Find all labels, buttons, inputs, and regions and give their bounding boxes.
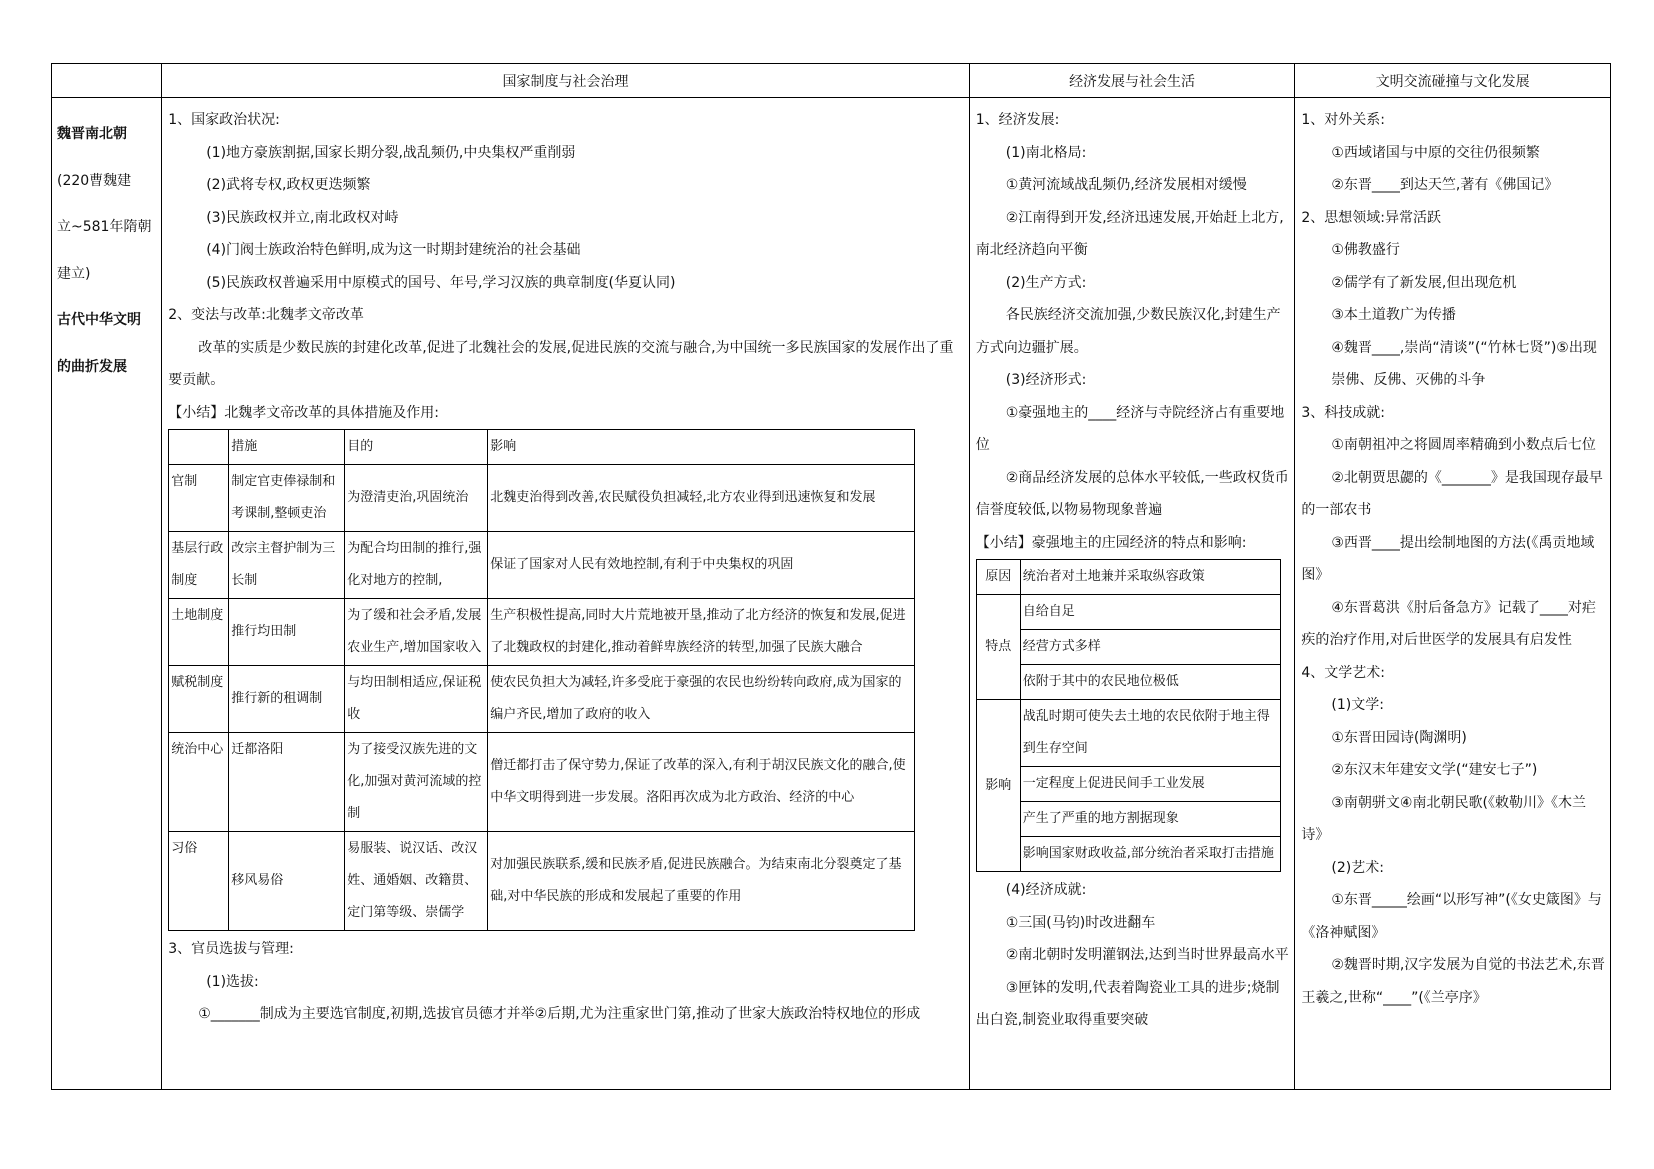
table-cell: 保证了国家对人民有效地控制,有利于中央集权的巩固: [488, 532, 915, 599]
list-item: (1)地方豪族割据,国家长期分裂,战乱频仍,中央集权严重削弱: [206, 144, 576, 161]
manor-table: [976, 559, 1281, 872]
table-cell: 战乱时期可使失去土地的农民依附于地主得到生存空间: [1020, 700, 1280, 767]
header-economy: 经济发展与社会生活: [969, 64, 1295, 98]
paragraph: ①南朝祖冲之将圆周率精确到小数点后七位: [1331, 437, 1596, 453]
table-row: [976, 837, 1280, 872]
table-row: [169, 832, 915, 931]
table-cell: 僧迁都打击了保守势力,保证了改革的深入,有利于胡汉民族文化的融合,使中华文明得到进一步发展。洛阳再次成为北方政治、经济的中心: [488, 733, 915, 832]
paragraph: ①东晋田园诗(陶渊明): [1331, 729, 1467, 746]
paragraph: ③匣钵的发明,代表着陶瓷业工具的进步;烧制出白瓷,制瓷业取得重要突破: [975, 979, 1280, 1028]
history-outline-table: [51, 63, 1611, 1090]
list-item: (3)民族政权并立,南北政权对峙: [206, 209, 399, 226]
paragraph: ①豪强地主的____经济与寺院经济占有重要地位: [975, 404, 1285, 453]
paragraph: ②江南得到开发,经济迅速发展,开始赶上北方,南北经济趋向平衡: [975, 209, 1284, 258]
section-title: 4、文学艺术:: [1301, 664, 1385, 681]
paragraph: ④魏晋____,崇尚“清谈”(“竹林七贤”)⑤出现崇佛、反佛、灭佛的斗争: [1331, 339, 1597, 388]
section-title: 2、思想领域:异常活跃: [1301, 209, 1441, 226]
table-row: [976, 560, 1280, 595]
list-item: (5)民族政权普遍采用中原模式的国号、年号,学习汉族的典章制度(华夏认同): [206, 274, 676, 291]
paragraph: ①西域诸国与中原的交往仍很频繁: [1331, 144, 1540, 161]
table-cell: 对加强民族联系,缓和民族矛盾,促进民族融合。为结束南北分裂奠定了基础,对中华民族的形成和发展起了重要的作用: [488, 832, 915, 931]
section-title: 3、科技成就:: [1301, 404, 1385, 421]
header-culture: 文明交流碰撞与文化发展: [1295, 64, 1611, 98]
table-cell: 使农民负担大为减轻,许多受庇于豪强的农民也纷纷转向政府,成为国家的编户齐民,增加了政府的收入: [488, 666, 915, 733]
era-cell: [52, 98, 162, 1090]
table-cell: 原因: [976, 560, 1020, 595]
table-cell: 土地制度: [169, 599, 229, 666]
table-cell: 产生了严重的地方割据现象: [1020, 802, 1280, 837]
table-row: [169, 465, 915, 532]
era-line: 建立): [57, 265, 91, 282]
list-item: (2)武将专权,政权更迭频繁: [206, 177, 371, 193]
table-cell: 改宗主督护制为三长制: [229, 532, 345, 599]
table-row: [976, 630, 1280, 665]
section-title: 1、经济发展:: [975, 112, 1060, 128]
paragraph: ④东晋葛洪《肘后备急方》记载了____对疟疾的治疗作用,对后世医学的发展具有启发性: [1301, 599, 1596, 648]
header-politics: 国家制度与社会治理: [162, 64, 970, 98]
table-cell: 为了缓和社会矛盾,发展农业生产,增加国家收入: [345, 599, 488, 666]
header-row: [52, 64, 1611, 98]
table-row: [169, 430, 915, 465]
subsection-title: (1)文学:: [1331, 697, 1384, 713]
era-line: 魏晋南北朝: [57, 126, 127, 142]
paragraph: ③本土道教广为传播: [1331, 307, 1456, 323]
table-cell: 迁都洛阳: [229, 733, 345, 832]
paragraph: ①佛教盛行: [1331, 242, 1400, 258]
paragraph: ②魏晋时期,汉字发展为自觉的书法艺术,东晋王羲之,世称“____”(《兰亭序》: [1301, 957, 1605, 1006]
table-header-cell: 措施: [229, 430, 345, 465]
era-line: 的曲折发展: [57, 358, 127, 375]
table-cell: 自给自足: [1020, 595, 1280, 630]
table-cell: 为了接受汉族先进的文化,加强对黄河流域的控制: [345, 733, 488, 832]
content-row: [52, 98, 1611, 1090]
subsection-title: (1)选拔:: [206, 973, 259, 990]
list-item: (4)门阀士族政治特色鲜明,成为这一时期封建统治的社会基础: [206, 242, 581, 258]
culture-cell: [1295, 98, 1611, 1090]
table-cell: 依附于其中的农民地位极低: [1020, 665, 1280, 700]
subsection-title: (4)经济成就:: [1005, 882, 1087, 898]
table-header-cell: 影响: [488, 430, 915, 465]
paragraph: ①_______制成为主要选官制度,初期,选拔官员德才并举②后期,尤为注重家世门第,推动了世家大族政治特权地位的形成: [198, 1006, 921, 1022]
paragraph: ①东晋_____绘画“以形写神”(《女史箴图》与《洛神赋图》: [1301, 892, 1602, 941]
table-header-cell: [169, 430, 229, 465]
table-row: [976, 802, 1280, 837]
paragraph: ②儒学有了新发展,但出现危机: [1331, 274, 1517, 291]
table-cell: 制定官吏俸禄制和考课制,整顿吏治: [229, 465, 345, 532]
table-cell: 影响: [976, 700, 1020, 872]
table-cell: 经营方式多样: [1020, 630, 1280, 665]
paragraph: 各民族经济交流加强,少数民族汉化,封建生产方式向边疆扩展。: [975, 307, 1281, 356]
table-row: [169, 733, 915, 832]
section-title: 3、官员选拔与管理:: [168, 941, 294, 957]
paragraph: ①三国(马钧)时改进翻车: [1005, 914, 1156, 931]
paragraph: 改革的实质是少数民族的封建化改革,促进了北魏社会的发展,促进民族的交流与融合,为中国统一多民族国家的发展作出了重要贡献。: [168, 339, 954, 388]
table-cell: 易服装、说汉话、改汉姓、通婚姻、改籍贯、定门第等级、崇儒学: [345, 832, 488, 931]
economy-cell: [969, 98, 1295, 1090]
subsection-title: (2)艺术:: [1331, 859, 1384, 876]
section-title: 1、对外关系:: [1301, 112, 1385, 128]
subsection-title: (2)生产方式:: [1005, 274, 1087, 291]
reform-table: [168, 429, 915, 931]
table-row: [976, 665, 1280, 700]
paragraph: ②东汉末年建安文学(“建安七子”): [1331, 762, 1538, 778]
table-cell: 为澄清吏治,巩固统治: [345, 465, 488, 532]
table-cell: 影响国家财政收益,部分统治者采取打击措施: [1020, 837, 1280, 872]
table-cell: 习俗: [169, 832, 229, 931]
table-cell: 官制: [169, 465, 229, 532]
era-line: 立~581年隋朝: [57, 219, 152, 235]
summary-title: 【小结】豪强地主的庄园经济的特点和影响:: [975, 534, 1247, 551]
summary-title: 【小结】北魏孝文帝改革的具体措施及作用:: [168, 404, 439, 421]
table-cell: 与均田制相适应,保证税收: [345, 666, 488, 733]
table-row: [976, 767, 1280, 802]
section-title: 1、国家政治状况:: [168, 112, 280, 128]
paragraph: ②南北朝时发明灌钢法,达到当时世界最高水平: [1005, 947, 1289, 963]
subsection-title: (3)经济形式:: [1005, 372, 1087, 388]
table-cell: 统治中心: [169, 733, 229, 832]
table-row: [169, 599, 915, 666]
table-cell: 赋税制度: [169, 666, 229, 733]
politics-cell: [162, 98, 970, 1090]
era-line: 古代中华文明: [57, 312, 141, 328]
table-cell: 为配合均田制的推行,强化对地方的控制,: [345, 532, 488, 599]
paragraph: ②商品经济发展的总体水平较低,一些政权货币信誉度较低,以物易物现象普遍: [975, 469, 1289, 518]
table-cell: 移风易俗: [229, 832, 345, 931]
table-cell: 推行均田制: [229, 599, 345, 666]
table-cell: 推行新的租调制: [229, 666, 345, 733]
paragraph: ②北朝贾思勰的《_______》是我国现存最早的一部农书: [1301, 469, 1603, 518]
paragraph: ③西晋____提出绘制地图的方法(《禹贡地域图》: [1301, 534, 1595, 583]
era-line: (220曹魏建: [57, 172, 132, 189]
subsection-title: (1)南北格局:: [1005, 144, 1087, 161]
table-row: [169, 666, 915, 733]
table-header-cell: 目的: [345, 430, 488, 465]
table-cell: 基层行政制度: [169, 532, 229, 599]
paragraph: ①黄河流域战乱频仍,经济发展相对缓慢: [1005, 177, 1247, 193]
table-cell: 特点: [976, 595, 1020, 700]
paragraph: ②东晋____到达天竺,著有《佛国记》: [1331, 177, 1559, 193]
paragraph: ③南朝骈文④南北朝民歌(《敕勒川》《木兰诗》: [1301, 794, 1586, 843]
table-cell: 生产积极性提高,同时大片荒地被开垦,推动了北方经济的恢复和发展,促进了北魏政权的封建化,推动着鲜卑族经济的转型,加强了民族大融合: [488, 599, 915, 666]
table-cell: 北魏吏治得到改善,农民赋役负担减轻,北方农业得到迅速恢复和发展: [488, 465, 915, 532]
table-row: [976, 700, 1280, 767]
header-empty: [52, 64, 162, 98]
section-title: 2、变法与改革:北魏孝文帝改革: [168, 307, 364, 323]
table-cell: 统治者对土地兼并采取纵容政策: [1020, 560, 1280, 595]
table-row: [169, 532, 915, 599]
table-row: [976, 595, 1280, 630]
table-cell: 一定程度上促进民间手工业发展: [1020, 767, 1280, 802]
